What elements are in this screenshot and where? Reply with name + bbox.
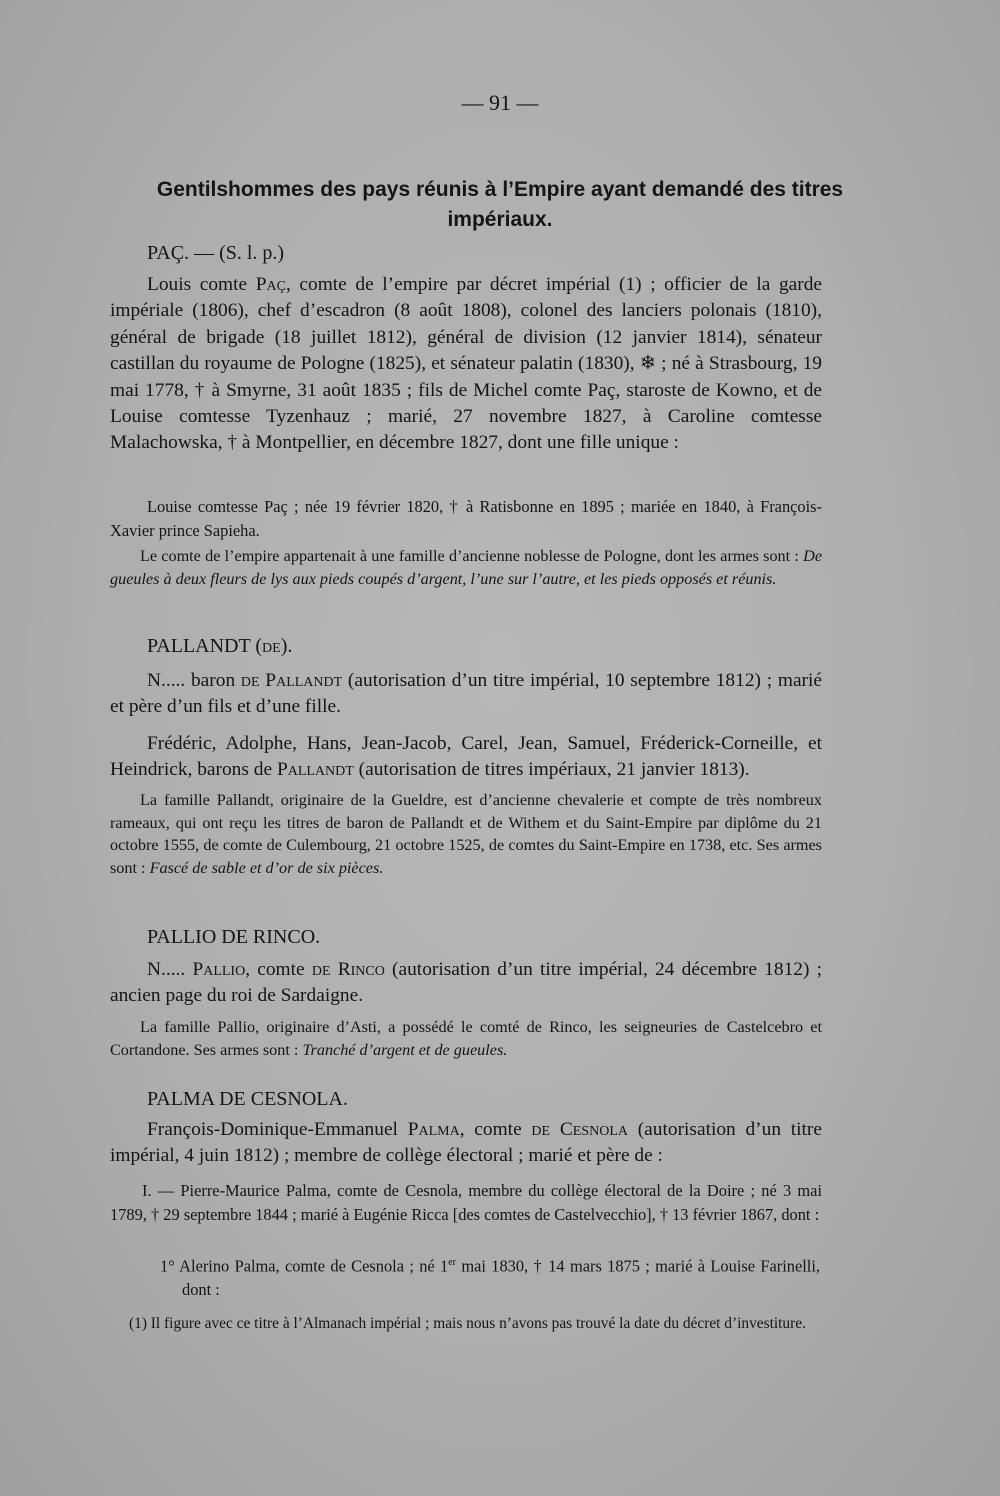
name-rinco: de Rinco (311, 959, 385, 980)
footnote: (1) Il figure avec ce titre à l’Almanach impérial ; mais nous n’avons pas trouvé la date du décret d’investiture. (129, 1315, 806, 1332)
entry-palma-child: I. — Pierre-Maurice Palma, comte de Cesnola, membre du collège électoral de la Doire ; né 3 mai 1789, † 29 septembre 1844 ; marié à Eugénie Ricca [des comtes de Castelvecchio], † 13 février 1867, dont : (110, 1181, 822, 1224)
text-fragment: PALLANDT ( (147, 635, 263, 657)
name-pallandt: Pallandt (276, 759, 354, 781)
text-fragment: , comte (245, 959, 312, 980)
coat-of-arms-text: Tranché d’argent et de gueules. (302, 1040, 508, 1059)
entry-palma-p1 (110, 1117, 822, 1170)
entry-pallandt-p1 (110, 668, 822, 721)
text-fragment: N..... (147, 959, 193, 980)
ordinal-suffix: er (448, 1257, 456, 1268)
entry-pac-daughter: Louise comtesse Paç ; née 19 février 1820, † à Ratisbonne en 1895 ; mariée en 1840, à François-Xavier prince Sapieha. (110, 497, 822, 540)
coat-of-arms-text: De gueules à deux fleurs de lys aux pieds coupés d’argent, l’une sur l’autre, et les pieds opposés et réunis. (110, 547, 822, 588)
entry-pallandt-p2 (110, 731, 822, 784)
text-fragment: mai 1830, † 14 mars 1875 ; marié à Louise Farinelli, dont : (182, 1256, 820, 1300)
section-heading (140, 175, 860, 235)
entry-pac-main (110, 272, 822, 457)
text-fragment: , comte (459, 1119, 532, 1140)
entry-title-pallandt (147, 635, 292, 658)
text-fragment: (autorisation de titres impériaux, 21 janvier 1813). (353, 759, 750, 781)
name-pac: Paç (255, 274, 286, 295)
entry-pallio-note (110, 1016, 822, 1061)
text-fragment: (autorisation d’un titre impérial, 4 juin 1812) ; membre de collège électoral ; marié et père de : (110, 1119, 822, 1167)
name-cesnola: de Cesnola (531, 1119, 628, 1140)
entry-pallandt-note (110, 789, 822, 879)
text-fragment: (autorisation d’un titre impérial, 10 septembre 1812) ; marié et père d’un fils et d’une fille. (110, 670, 822, 718)
text-fragment: (autorisation d’un titre impérial, 24 décembre 1812) ; ancien page du roi de Sardaigne. (110, 959, 823, 1007)
section-heading-line1: Gentilshommes des pays réunis à l’Empire ayant demandé des titres (156, 178, 844, 201)
text-fragment: Frédéric, Adolphe, Hans, Jean-Jacob, Carel, Jean, Samuel, Fréderick-Corneille, et Heindrick, barons de (110, 733, 822, 781)
entry-pallio-p1 (110, 957, 822, 1010)
entry-title-pac: PAÇ. — (S. l. p.) (147, 242, 285, 264)
page-number: — 91 — (461, 90, 539, 115)
text-fragment: 1° Alerino Palma, comte de Cesnola ; né 1 (160, 1256, 449, 1276)
entry-title-palma: PALMA DE CESNOLA. (147, 1088, 348, 1110)
text-fragment: François-Dominique-Emmanuel (147, 1119, 408, 1140)
coat-of-arms-text: Fascé de sable et d’or de six pièces. (149, 858, 384, 877)
text-fragment: Le comte de l’empire appartenait à une famille d’ancienne noblesse de Pologne, dont les armes sont : (140, 547, 804, 565)
section-heading-line2: impériaux. (447, 208, 553, 231)
particle: de (262, 635, 281, 657)
entry-title-pallio: PALLIO DE RINCO. (147, 926, 321, 948)
text-fragment: La famille Pallandt, originaire de la Gueldre, est d’ancienne chevalerie et compte de très nombreux rameaux, qui ont reçu les titres de baron de Pallandt et de Withem et du Saint-Empire par diplôme du 21 octobre 1555, de comte de Culembourg, 21 octobre 1525, de comtes du Saint-Empire en 1738, etc. Ses armes sont : (110, 791, 822, 877)
name-palma: Palma (407, 1119, 460, 1140)
name-pallandt: de Pallandt (240, 670, 343, 691)
text-fragment: , comte de l’empire par décret impérial (1) ; officier de la garde impériale (1806), chef d’escadron (8 août 1808), colonel des lanciers polonais (1810), général de brigade (18 juillet 1812), général de division (12 janvier 1814), sénateur castillan du royaume de Pologne (1825), et sénateur palatin (1830), ❄ ; né à Strasbourg, 19 mai 1778, † à Smyrne, 31 août 1835 ; fils de Michel comte Paç, staroste de Kowno, et de Louise comtesse Tyzenhauz ; marié, 27 novembre 1827, à Caroline comtesse Malachowska, † à Montpellier, en décembre 1827, dont une fille unique : (110, 274, 823, 454)
entry-palma-grandchild (160, 1251, 820, 1302)
text-fragment: Louis comte (147, 274, 256, 295)
entry-pac-note (110, 545, 822, 590)
text-fragment: N..... baron (147, 670, 241, 691)
name-pallio: Pallio (192, 959, 246, 980)
text-fragment: ). (280, 635, 293, 657)
text-fragment: La famille Pallio, originaire d’Asti, a possédé le comté de Rinco, les seigneuries de Castelcebro et Cortandone. Ses armes sont : (110, 1018, 822, 1059)
